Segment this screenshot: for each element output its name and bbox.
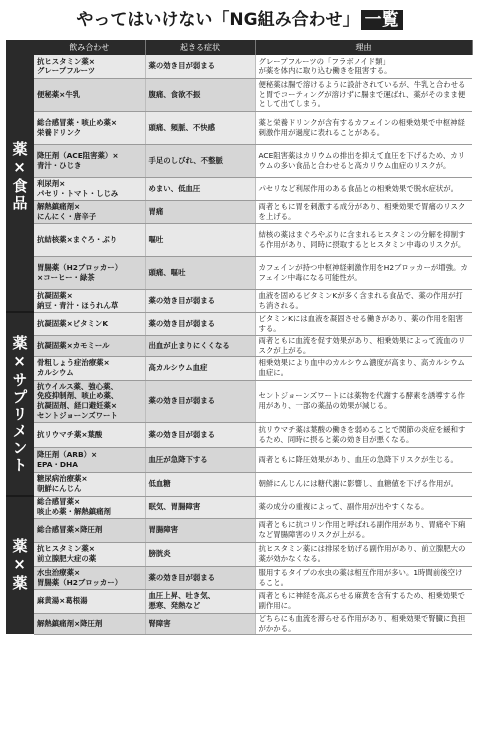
symptom-cell: 低血糖 xyxy=(145,472,255,496)
category-medicine: 薬×薬 xyxy=(6,496,34,634)
combination-cell: 糖尿病治療薬× 朝鮮にんじん xyxy=(34,472,145,496)
reason-cell: セントジョーンズワートには薬物を代謝する酵素を誘導する作用があり、一部の薬品の効果が減じる。 xyxy=(255,380,472,422)
reason-cell: 薬の成分の重複によって、副作用が出やすくなる。 xyxy=(255,496,472,518)
table-row xyxy=(34,177,472,200)
symptom-cell: 腎障害 xyxy=(145,613,255,634)
combination-cell: 抗凝固薬× 納豆・青汁・ほうれん草 xyxy=(34,289,145,312)
symptom-cell: 出血が止まりにくくなる xyxy=(145,335,255,356)
table-row xyxy=(34,289,472,312)
table-row xyxy=(34,356,472,380)
table-row xyxy=(34,496,472,518)
combination-cell: 水虫治療薬× 胃腸薬（H2ブロッカー） xyxy=(34,566,145,589)
table-header-row xyxy=(34,40,472,55)
reason-cell: パセリなど利尿作用のある食品との相乗効果で脱水症状が。 xyxy=(255,177,472,200)
page-title xyxy=(0,6,479,34)
symptom-cell: 腹痛、食欲不振 xyxy=(145,78,255,111)
table-row xyxy=(34,613,472,634)
reason-cell: グレープフルーツの「フラボノイド類」 が薬を体内に取り込む働きを阻害する。 xyxy=(255,55,472,78)
reason-cell: 便秘薬は腸で溶けるように設計されているが、牛乳と合わせると胃でコーティングが溶けずに腸まで運ばれ、薬がそのまま便として出てしまう。 xyxy=(255,78,472,111)
reason-cell: 両者ともに血流を促す効果があり、相乗効果によって流血のリスクが上がる。 xyxy=(255,335,472,356)
table-row xyxy=(34,447,472,472)
symptom-cell: 頭痛、頻脈、不快感 xyxy=(145,111,255,144)
symptom-cell: 手足のしびれ、不整脈 xyxy=(145,144,255,177)
reason-cell: どちらにも血流を滞らせる作用があり、相乗効果で腎臓に負担がかかる。 xyxy=(255,613,472,634)
symptom-cell: 薬の効き目が弱まる xyxy=(145,312,255,335)
combination-cell: 総合感冒薬・咳止め薬× 栄養ドリンク xyxy=(34,111,145,144)
table-row xyxy=(34,111,472,144)
reason-cell: 両者ともに神経を高ぶらせる麻黄を含有するため、相乗効果で副作用に。 xyxy=(255,589,472,613)
category-food: 薬×食品 xyxy=(6,40,34,312)
symptom-cell: めまい、低血圧 xyxy=(145,177,255,200)
symptom-cell: 血圧上昇、吐き気、 悪寒、発熱など xyxy=(145,589,255,613)
reason-cell: 両者ともに降圧効果があり、血圧の急降下リスクが生じる。 xyxy=(255,447,472,472)
symptom-cell: 頭痛、嘔吐 xyxy=(145,256,255,289)
table-row xyxy=(34,256,472,289)
reason-cell: 薬と栄養ドリンクが含有するカフェインの相乗効果で中枢神経刺激作用が過度に表れることがある。 xyxy=(255,111,472,144)
combination-cell: 降圧剤（ACE阻害薬）× 青汁・ひじき xyxy=(34,144,145,177)
reason-cell: 両者ともに抗コリン作用と呼ばれる副作用があり、胃痛や下痢など胃腸障害のリスクが上がる。 xyxy=(255,518,472,542)
symptom-cell: 薬の効き目が弱まる xyxy=(145,380,255,422)
header-combination: 飲み合わせ xyxy=(34,40,145,55)
table-row xyxy=(34,78,472,111)
reason-cell: 結核の薬はまぐろやぶりに含まれるヒスタミンの分解を抑制する作用があり、同時に摂取するとヒスタミン中毒のリスクが。 xyxy=(255,223,472,256)
combination-cell: 抗結核薬×まぐろ・ぶり xyxy=(34,223,145,256)
symptom-cell: 膀胱炎 xyxy=(145,542,255,566)
category-supplement: 薬×サプリメント xyxy=(6,312,34,496)
table-row xyxy=(34,380,472,422)
reason-cell: 相乗効果により血中のカルシウム濃度が高まり、高カルシウム血症に。 xyxy=(255,356,472,380)
combination-cell: 抗ウイルス薬、強心薬、 免疫抑制剤、咳止め薬、 抗凝固剤、経口避妊薬× セントジョーンズワート xyxy=(34,380,145,422)
table-row xyxy=(34,312,472,335)
combination-cell: 総合感冒薬× 咳止め薬・解熱鎮痛剤 xyxy=(34,496,145,518)
symptom-cell: 胃腸障害 xyxy=(145,518,255,542)
symptom-cell: 胃痛 xyxy=(145,200,255,223)
combination-cell: 抗ヒスタミン薬× グレープフルーツ xyxy=(34,55,145,78)
symptom-cell: 嘔吐 xyxy=(145,223,255,256)
symptom-cell: 薬の効き目が弱まる xyxy=(145,566,255,589)
symptom-cell: 高カルシウム血症 xyxy=(145,356,255,380)
combination-cell: 解熱鎮痛剤× にんにく・唐辛子 xyxy=(34,200,145,223)
combination-cell: 胃腸薬（H2ブロッカー） ×コーヒー・緑茶 xyxy=(34,256,145,289)
reason-cell: ビタミンKには血液を凝固させる働きがあり、薬の作用を阻害する。 xyxy=(255,312,472,335)
reason-cell: 服用するタイプの水虫の薬は相互作用が多い。1時間前後空けること。 xyxy=(255,566,472,589)
combination-cell: 総合感冒薬×降圧剤 xyxy=(34,518,145,542)
reason-cell: 血液を固めるビタミンKが多く含まれる食品で、薬の作用が打ち消される。 xyxy=(255,289,472,312)
table-row xyxy=(34,55,472,78)
table-row xyxy=(34,566,472,589)
combination-cell: 便秘薬×牛乳 xyxy=(34,78,145,111)
title-main: やってはいけない「NG組み合わせ」 xyxy=(76,10,360,30)
symptom-cell: 薬の効き目が弱まる xyxy=(145,55,255,78)
combination-cell: 抗ヒスタミン薬× 前立腺肥大症の薬 xyxy=(34,542,145,566)
table-row xyxy=(34,472,472,496)
combination-cell: 麻黄湯×葛根湯 xyxy=(34,589,145,613)
combination-cell: 骨粗しょう症治療薬× カルシウム xyxy=(34,356,145,380)
table-row xyxy=(34,542,472,566)
combination-cell: 抗リウマチ薬×葉酸 xyxy=(34,422,145,447)
reason-cell: 朝鮮にんじんには糖代謝に影響し、血糖値を下げる作用が。 xyxy=(255,472,472,496)
table-row xyxy=(34,335,472,356)
symptom-cell: 血圧が急降下する xyxy=(145,447,255,472)
combination-cell: 抗凝固薬×カモミール xyxy=(34,335,145,356)
symptom-cell: 薬の効き目が弱まる xyxy=(145,422,255,447)
symptom-cell: 眠気、胃腸障害 xyxy=(145,496,255,518)
reason-cell: 抗リウマチ薬は葉酸の働きを弱めることで関節の炎症を緩和するため、同時に摂ると薬の効き目が悪くなる。 xyxy=(255,422,472,447)
table-row xyxy=(34,144,472,177)
header-reason: 理由 xyxy=(255,40,472,55)
title-suffix: 一覧 xyxy=(361,10,403,30)
table-row xyxy=(34,223,472,256)
header-symptom: 起きる症状 xyxy=(145,40,255,55)
ng-combination-table xyxy=(34,40,473,635)
table-row xyxy=(34,422,472,447)
table-row xyxy=(34,200,472,223)
reason-cell: 抗ヒスタミン薬には排尿を妨げる副作用があり、前立腺肥大の薬が効かなくなる。 xyxy=(255,542,472,566)
table-row xyxy=(34,589,472,613)
combination-cell: 抗凝固薬×ビタミンK xyxy=(34,312,145,335)
table-row xyxy=(34,518,472,542)
combination-cell: 利尿剤× パセリ・トマト・しじみ xyxy=(34,177,145,200)
reason-cell: カフェインが持つ中枢神経刺激作用をH2ブロッカーが増強。カフェイン中毒になる可能性が。 xyxy=(255,256,472,289)
combination-cell: 降圧剤（ARB）× EPA・DHA xyxy=(34,447,145,472)
reason-cell: 両者ともに胃を刺激する成分があり、相乗効果で胃痛のリスクを上げる。 xyxy=(255,200,472,223)
reason-cell: ACE阻害薬はカリウムの排出を抑えて血圧を下げるため、カリウムの多い食品と合わせると高カリウム血症のリスクが。 xyxy=(255,144,472,177)
combination-cell: 解熱鎮痛剤×降圧剤 xyxy=(34,613,145,634)
symptom-cell: 薬の効き目が弱まる xyxy=(145,289,255,312)
